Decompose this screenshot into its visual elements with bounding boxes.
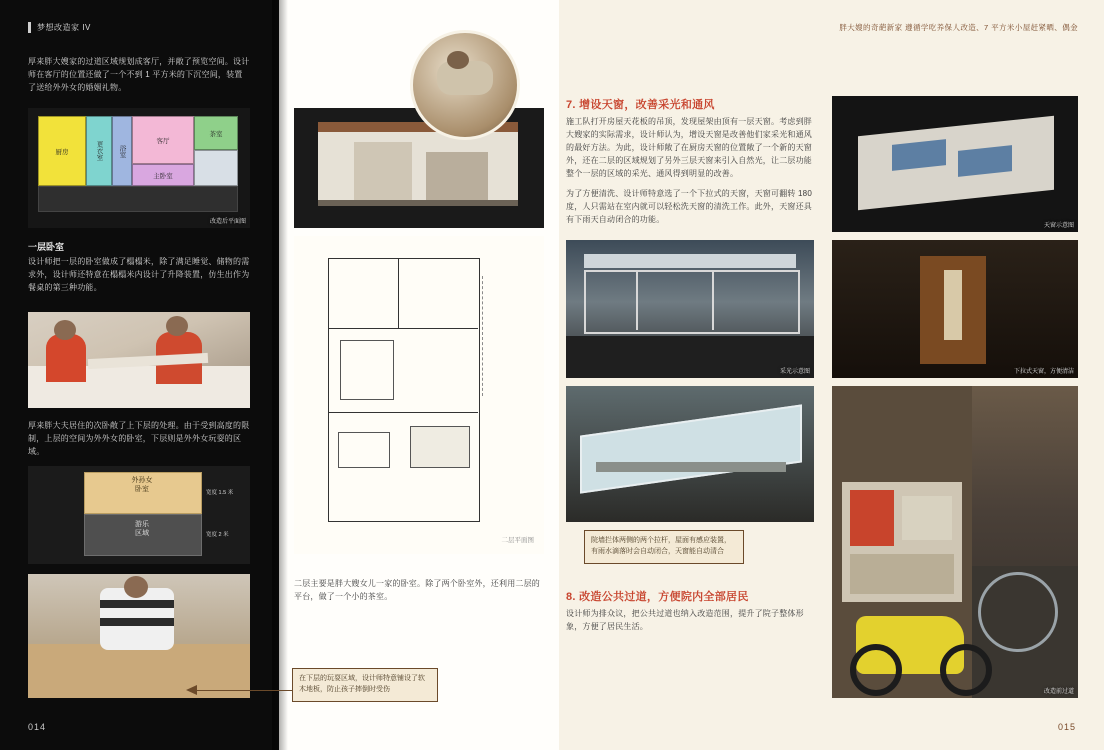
diagram-skylight-plan — [832, 96, 1078, 232]
floor-plan-linework-label: 二层平面图 — [501, 537, 534, 544]
page-number-left: 014 — [28, 722, 47, 732]
middle-caption: 二层主要是胖大嫂女儿一家的卧室。除了两个卧室外，还利用二层的平台，做了一个小的茶室。 — [294, 579, 540, 601]
plan-block-corridor — [38, 186, 238, 212]
photo-alley-before — [832, 386, 1078, 698]
section-8-text: 设计师为排众议，把公共过道也纳入改造范围，提升了院子整体形象，方便了居民生活。 — [566, 609, 804, 631]
floor-plan-color-caption: 改造后平面图 — [209, 219, 246, 225]
plan-block-living: 客厅 — [132, 116, 194, 164]
floor-plan-color — [28, 108, 250, 228]
plan-block-dressing: 更衣室 — [86, 116, 112, 186]
section-8-title: 8. 改造公共过道，方便院内全部居民 — [566, 591, 749, 603]
photo-soft-floor — [28, 574, 250, 698]
plan-block-bath: 浴室 — [112, 116, 132, 186]
section-7-paragraph-1: 施工队打开房屋天花板的吊顶，发现屋架由顶有一层天窗。考虑到胖大嫂家的实际需求，设计师认为，增设天窗是改善他们家采光和通风的最好方法。为此，设计师敞了在厨房天窗的位置敞了一个新的天窗外，还在二层的区域规划了另外三层天窗来引入自然光，让二层功能整个一层的区域的采光、通风得到明显的改善。 — [566, 117, 812, 178]
alley-label: 改造前过道 — [1043, 689, 1074, 695]
plan-block-second-bedroom — [194, 150, 238, 186]
skylight-plan-label: 天窗示意图 — [1043, 223, 1074, 229]
photo-interior-door — [832, 240, 1078, 378]
diagram-dim-bottom: 宽度 2 米 — [206, 532, 229, 538]
header-rule — [28, 22, 31, 33]
diagram-two-level-bedroom — [28, 466, 250, 564]
plan-block-master: 主卧室 — [132, 164, 194, 186]
photo-tatami-install — [28, 312, 250, 408]
gutter-shadow — [272, 0, 288, 750]
header-left-title: 梦想改造家 IV — [37, 23, 91, 32]
page-number-right: 015 — [1057, 722, 1076, 732]
skylight-open-label: 下拉式天窗，方便清洁 — [1013, 369, 1074, 375]
callout-leader-line — [196, 690, 292, 691]
section-7-title: 7. 增设天窗，改善采光和通风 — [566, 99, 715, 111]
photo-skylight-open — [566, 386, 814, 522]
diagram-lower-label: 游乐 区域 — [135, 521, 149, 538]
section-7-paragraph-2: 为了方便清洗、设计师特意选了一个下拉式的天窗，天窗可翻转 180 度，人只需站在室内就可以轻松洗天窗的清洗工作。此外，天窗还具有下雨天自动闭合的功能。 — [566, 189, 812, 224]
render-daylight — [566, 240, 814, 378]
diagram-upper-label: 外孙女 卧室 — [131, 477, 153, 494]
left-section-title: 一层卧室 — [28, 242, 65, 252]
callout-skylight-sensor: 院墙拦体两侧的两个拉杆，屋面有感应装置，有雨水滴落时会自动闭合，天窗能自动清合 — [584, 530, 744, 564]
plan-block-kitchen: 厨房 — [38, 116, 86, 186]
daylight-label: 采光示意图 — [779, 369, 810, 375]
callout-arrow-head — [186, 685, 197, 695]
callout-soft-floor: 在下层的玩耍区域，设计师特意铺设了软木地板，防止孩子摔倒时受伤 — [292, 668, 438, 702]
left-intro-text: 厚来胖大嫂家的过道区域规划成客厅，并敞了预览空间。设计师在客厅的位置还做了一个不到 1 平方米的下沉空间，装置了送给外外女的婚姻礼物。 — [28, 57, 250, 92]
plan-block-tea: 茶室 — [194, 116, 238, 150]
header-right-title: 胖大嫂的奇葩新家 遵循学吃养保人改造、7 平方米小屋赶紧晒、偶金 — [839, 23, 1078, 32]
floor-plan-linework — [294, 236, 544, 554]
left-body-text-2: 厚来胖大夫居住的次卧敞了上下层的处理。由于受到高度的限制，上层的空间为外外女的卧室，下层则是外外女玩耍的区域。 — [28, 421, 250, 456]
header-left — [28, 22, 91, 33]
photo-round-inset — [410, 30, 520, 140]
render-3d-section — [294, 108, 544, 228]
diagram-dim-top: 宽度 1.5 米 — [206, 490, 234, 496]
left-section-text: 设计师把一层的卧室做成了榻榻米，除了满足睡觉、储物的需求外，设计师还特意在榻榻米内设计了升降装置，仿生出作为餐桌的第三种功能。 — [28, 257, 250, 292]
